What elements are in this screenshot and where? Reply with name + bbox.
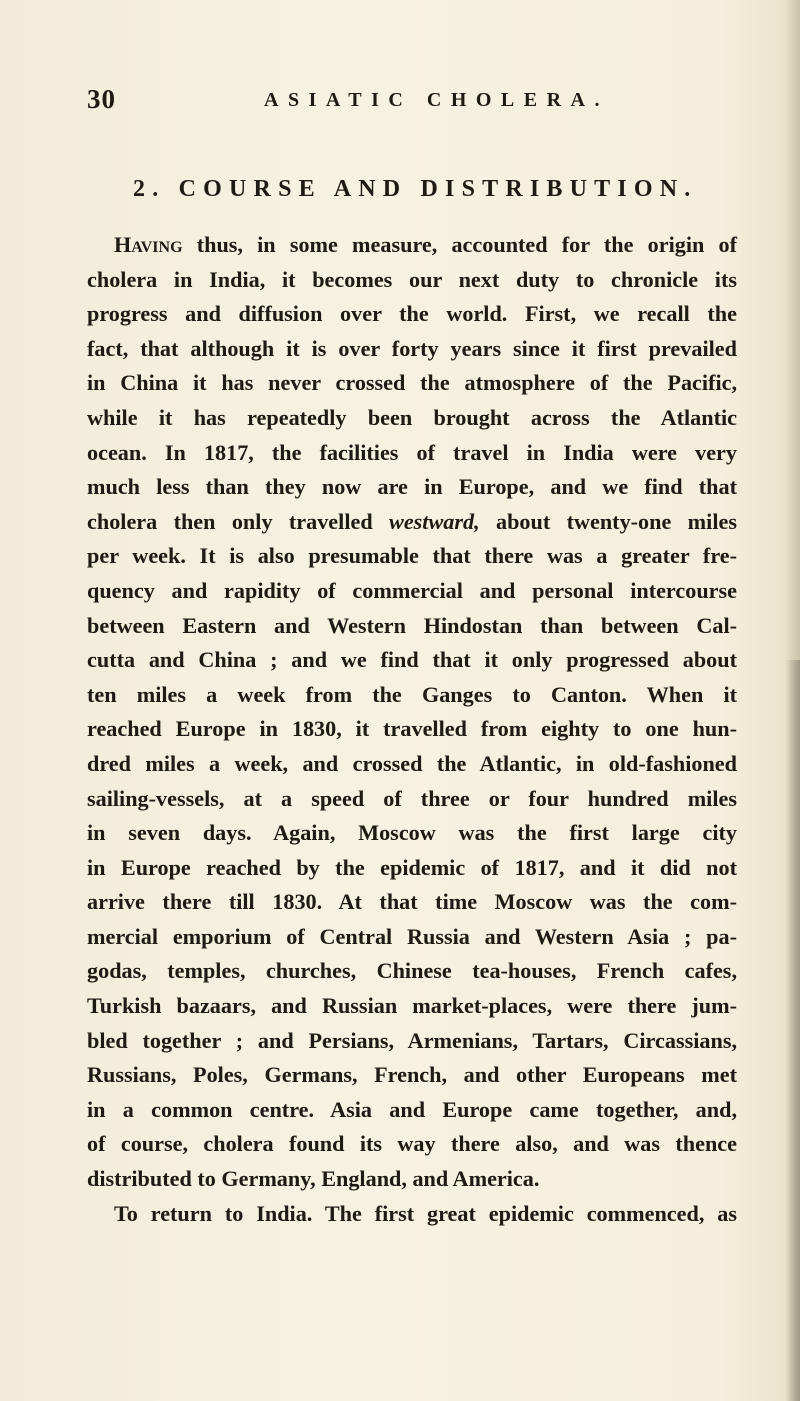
- text-line: distributed to Germany, England, and America.: [87, 1166, 540, 1192]
- text-line: in a common centre. Asia and Europe came together, and,: [87, 1096, 737, 1122]
- text-line: reached Europe in 1830, it travelled from eighty to one hun-: [87, 716, 737, 742]
- text-line: cholera in India, it becomes our next duty to chronicle its: [87, 266, 737, 292]
- text-line: sailing-vessels, at a speed of three or four hundred miles: [87, 785, 737, 811]
- text-line: [87, 505, 737, 540]
- section-heading: 2. COURSE AND DISTRIBUTION.: [133, 176, 698, 202]
- page-edge-shadow: [786, 660, 800, 1401]
- text-span: about twenty-one miles: [479, 508, 737, 534]
- text-line: between Eastern and Western Hindostan than between Cal-: [87, 612, 737, 638]
- text-line: ocean. In 1817, the facilities of travel in India were very: [87, 439, 737, 465]
- text-line: To return to India. The first great epidemic commenced, as: [114, 1200, 737, 1226]
- opening-word: Having: [114, 232, 183, 257]
- text-line: ten miles a week from the Ganges to Canton. When it: [87, 681, 737, 707]
- text-line: fact, that although it is over forty years since it first prevailed: [87, 335, 737, 361]
- text-line: Turkish bazaars, and Russian market-places, were there jum-: [87, 993, 737, 1019]
- text-line: per week. It is also presumable that there was a greater fre-: [87, 543, 737, 569]
- running-head: [87, 84, 737, 118]
- text-line: Russians, Poles, Germans, French, and other Europeans met: [87, 1062, 737, 1088]
- text-line: [87, 228, 737, 263]
- text-line: arrive there till 1830. At that time Moscow was the com-: [87, 889, 737, 915]
- text-line: progress and diffusion over the world. First, we recall the: [87, 301, 737, 327]
- text-line: bled together ; and Persians, Armenians, Tartars, Circassians,: [87, 1027, 737, 1053]
- text-line: while it has repeatedly been brought across the Atlantic: [87, 404, 737, 430]
- text-line: in seven days. Again, Moscow was the first large city: [87, 820, 737, 846]
- text-line: dred miles a week, and crossed the Atlantic, in old-fashioned: [87, 750, 737, 776]
- text-span: thus, in some measure, accounted for the origin of: [182, 232, 737, 257]
- text-line: in Europe reached by the epidemic of 1817, and it did not: [87, 854, 737, 880]
- text-span: cholera then only travelled: [87, 508, 390, 534]
- text-line: much less than they now are in Europe, and we find that: [87, 474, 737, 500]
- body-paragraph: [87, 228, 737, 1231]
- text-line: cutta and China ; and we find that it only progressed about: [87, 647, 737, 673]
- text-line: in China it has never crossed the atmosphere of the Pacific,: [87, 370, 737, 396]
- running-title: ASIATIC CHOLERA.: [264, 89, 609, 111]
- page-number: 30: [87, 84, 116, 114]
- text-line: mercial emporium of Central Russia and Western Asia ; pa-: [87, 923, 737, 949]
- text-line: of course, cholera found its way there also, and was thence: [87, 1131, 737, 1157]
- italic-word: westward,: [389, 508, 480, 534]
- text-line: quency and rapidity of commercial and personal intercourse: [87, 577, 737, 603]
- text-line: godas, temples, churches, Chinese tea-houses, French cafes,: [87, 958, 737, 984]
